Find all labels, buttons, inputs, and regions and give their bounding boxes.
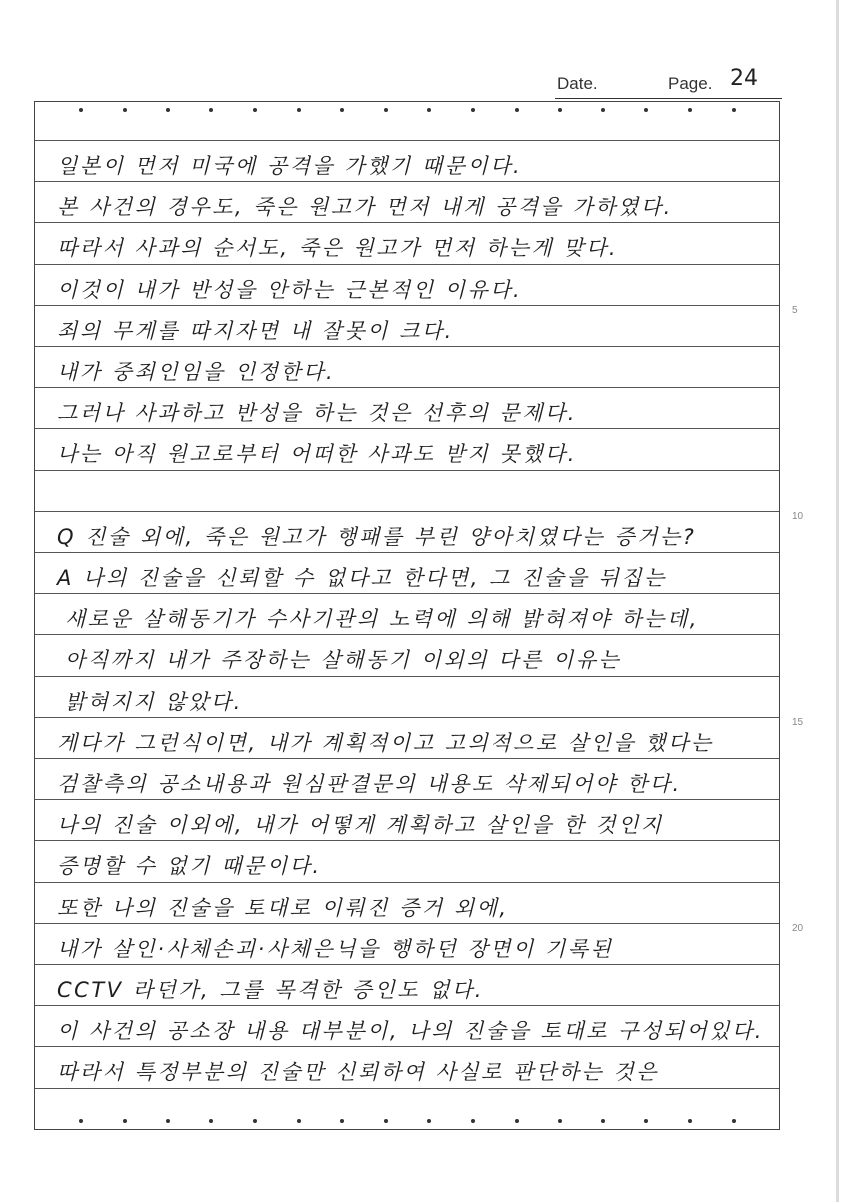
handwritten-line: CCTV 라던가, 그를 목격한 증인도 없다. — [57, 978, 484, 1002]
guide-dot — [166, 1119, 170, 1123]
handwritten-line: 일본이 먼저 미국에 공격을 가했기 때문이다. — [57, 154, 523, 178]
page-number: 24 — [730, 66, 758, 91]
guide-dot — [253, 1119, 257, 1123]
ruled-line — [35, 676, 779, 677]
page-label: Page. — [668, 74, 713, 93]
guide-dot — [471, 1119, 475, 1123]
margin-line-number: 10 — [792, 511, 804, 522]
guide-dot — [601, 1119, 605, 1123]
ruled-line — [35, 1046, 779, 1047]
guide-dot — [515, 108, 519, 112]
handwritten-line: 밝혀지지 않았다. — [65, 689, 243, 714]
ruled-line — [35, 552, 779, 553]
ruled-line — [35, 593, 779, 594]
ruled-line — [35, 511, 779, 512]
ruled-line — [35, 222, 779, 223]
handwritten-line: 검찰측의 공소내용과 원심판결문의 내용도 삭제되어야 한다. — [57, 772, 682, 796]
ruled-line — [35, 387, 779, 388]
top-dot-row — [35, 108, 779, 112]
handwritten-line: 이것이 내가 반성을 안하는 근본적인 이유다. — [57, 277, 523, 302]
handwritten-line: Q 진술 외에, 죽은 원고가 행패를 부린 양아치였다는 증거는? — [57, 524, 697, 549]
writing-frame — [34, 101, 780, 1130]
ruled-line — [35, 840, 779, 841]
guide-dot — [209, 108, 213, 112]
handwritten-line: 따라서 사과의 순서도, 죽은 원고가 먼저 하는게 맞다. — [57, 236, 619, 261]
handwritten-line: 나의 진술 이외에, 내가 어떻게 계획하고 살인을 한 것인지 — [57, 813, 664, 838]
ruled-line — [35, 634, 779, 635]
guide-dot — [384, 1119, 388, 1123]
margin-line-number: 20 — [792, 923, 804, 934]
ruled-line — [35, 758, 779, 759]
margin-line-number: 5 — [792, 305, 798, 316]
guide-dot — [297, 108, 301, 112]
guide-dot — [340, 108, 344, 112]
guide-dot — [601, 108, 605, 112]
handwritten-line: 본 사건의 경우도, 죽은 원고가 먼저 내게 공격을 가하였다. — [57, 195, 673, 220]
guide-dot — [471, 108, 475, 112]
ruled-line — [35, 181, 779, 182]
handwritten-line: 아직까지 내가 주장하는 살해동기 이외의 다른 이유는 — [65, 648, 622, 673]
ruled-line — [35, 1088, 779, 1089]
page-header — [555, 64, 782, 99]
guide-dot — [688, 1119, 692, 1123]
guide-dot — [209, 1119, 213, 1123]
guide-dot — [558, 1119, 562, 1123]
ruled-line — [35, 923, 779, 924]
handwritten-line: 내가 살인·사체손괴·사체은닉을 행하던 장면이 기록된 — [57, 936, 614, 961]
date-label: Date. — [557, 74, 598, 93]
guide-dot — [166, 108, 170, 112]
ruled-line — [35, 346, 779, 347]
handwritten-line: 또한 나의 진술을 토대로 이뤄진 증거 외에, — [57, 895, 509, 920]
guide-dot — [732, 108, 736, 112]
handwritten-line: 내가 중죄인임을 인정한다. — [57, 360, 336, 384]
ruled-line — [35, 799, 779, 800]
guide-dot — [515, 1119, 519, 1123]
ruled-line — [35, 140, 779, 141]
guide-dot — [79, 1119, 83, 1123]
guide-dot — [688, 108, 692, 112]
guide-dot — [123, 108, 127, 112]
ruled-line — [35, 470, 779, 471]
handwritten-line: A 나의 진술을 신뢰할 수 없다고 한다면, 그 진술을 뒤집는 — [57, 566, 667, 590]
handwritten-line: 게다가 그런식이면, 내가 계획적이고 고의적으로 살인을 했다는 — [57, 730, 714, 755]
guide-dot — [297, 1119, 301, 1123]
margin-line-number: 15 — [792, 717, 804, 728]
handwritten-line: 그러나 사과하고 반성을 하는 것은 선후의 문제다. — [57, 401, 577, 426]
guide-dot — [123, 1119, 127, 1123]
ruled-line — [35, 882, 779, 883]
ruled-line — [35, 1005, 779, 1006]
handwritten-line: 증명할 수 없기 때문이다. — [57, 854, 322, 879]
guide-dot — [558, 108, 562, 112]
guide-dot — [79, 108, 83, 112]
guide-dot — [644, 108, 648, 112]
guide-dot — [732, 1119, 736, 1123]
guide-dot — [644, 1119, 648, 1123]
ruled-line — [35, 964, 779, 965]
bottom-dot-row — [35, 1119, 779, 1123]
ruled-line — [35, 717, 779, 718]
handwritten-line: 이 사건의 공소장 내용 대부분이, 나의 진술을 토대로 구성되어있다. — [57, 1019, 764, 1044]
handwritten-line: 따라서 특정부분의 진술만 신뢰하여 사실로 판단하는 것은 — [57, 1060, 659, 1085]
handwritten-line: 새로운 살해동기가 수사기관의 노력에 의해 밝혀져야 하는데, — [65, 607, 699, 632]
guide-dot — [340, 1119, 344, 1123]
handwritten-line: 죄의 무게를 따지자면 내 잘못이 크다. — [57, 318, 454, 343]
ruled-line — [35, 264, 779, 265]
ruled-line — [35, 428, 779, 429]
guide-dot — [253, 108, 257, 112]
guide-dot — [384, 108, 388, 112]
guide-dot — [427, 1119, 431, 1123]
handwritten-line: 나는 아직 원고로부터 어떠한 사과도 받지 못했다. — [57, 442, 577, 467]
guide-dot — [427, 108, 431, 112]
ruled-line — [35, 305, 779, 306]
page-edge — [836, 0, 839, 1202]
